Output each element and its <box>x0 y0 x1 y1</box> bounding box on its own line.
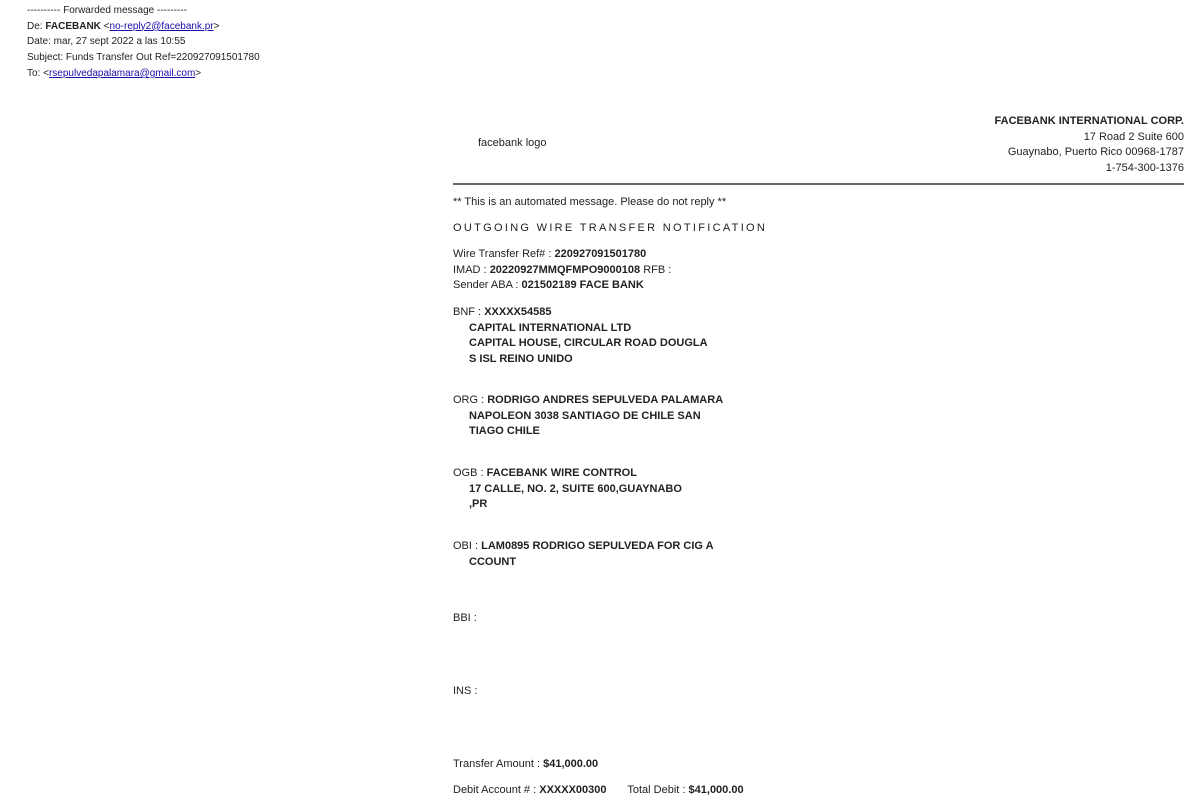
org-block <box>453 393 723 440</box>
obi-label: OBI : <box>453 540 479 552</box>
org-line-1: NAPOLEON 3038 SANTIAGO DE CHILE SAN <box>469 409 701 422</box>
from-label: De: <box>27 20 43 32</box>
imad-value: 20220927MMQFMPO9000108 <box>489 263 641 276</box>
imad-line <box>453 263 671 279</box>
ogb-value: FACEBANK WIRE CONTROL <box>486 467 637 479</box>
ogb-line-2: ,PR <box>469 498 488 511</box>
facebank-logo: facebank logo <box>478 137 547 149</box>
wire-ref-value: 220927091501780 <box>554 248 647 260</box>
transfer-amount-line <box>453 757 598 773</box>
wire-ref-label: Wire Transfer Ref# : <box>453 248 552 260</box>
company-address <box>995 114 1184 176</box>
bnf-line-1: CAPITAL INTERNATIONAL LTD <box>469 321 632 334</box>
ins-label: INS : <box>453 685 478 697</box>
notification-title: OUTGOING WIRE TRANSFER NOTIFICATION <box>453 222 768 234</box>
forwarded-title: ---------- Forwarded message --------- <box>27 5 187 16</box>
ogb-line-1: 17 CALLE, NO. 2, SUITE 600,GUAYNABO <box>469 482 682 495</box>
org-label: ORG : <box>453 394 485 406</box>
reference-block <box>453 247 671 294</box>
forwarded-header <box>27 3 260 82</box>
bnf-label: BNF : <box>453 306 482 318</box>
bnf-line-2: CAPITAL HOUSE, CIRCULAR ROAD DOUGLA <box>469 337 708 350</box>
total-debit-label: Total Debit : <box>627 784 686 796</box>
obi-line-1: CCOUNT <box>469 555 517 568</box>
obi-block <box>453 539 714 570</box>
address-line-1: 17 Road 2 Suite 600 <box>1083 130 1184 143</box>
to-label: To: <box>27 67 41 79</box>
address-line-2: Guaynabo, Puerto Rico 00968-1787 <box>1007 146 1184 159</box>
obi-value: LAM0895 RODRIGO SEPULVEDA FOR CIG A <box>481 540 714 552</box>
debit-account-label: Debit Account # : <box>453 784 537 796</box>
sender-aba-value: 021502189 FACE BANK <box>521 279 644 292</box>
org-line-2: TIAGO CHILE <box>469 425 540 438</box>
wire-ref-line <box>453 247 671 263</box>
sender-aba-line <box>453 278 671 294</box>
transfer-amount-label: Transfer Amount : <box>453 758 541 770</box>
bnf-value: XXXXX54585 <box>484 306 552 318</box>
from-email-link[interactable]: no-reply2@facebank.pr <box>109 20 214 32</box>
company-phone: 1-754-300-1376 <box>1105 161 1184 174</box>
from-line: De: FACEBANK <no-reply2@facebank.pr> <box>27 20 220 32</box>
to-line: To: <rsepulvedapalamara@gmail.com> <box>27 67 202 79</box>
debit-account-value: XXXXX00300 <box>539 784 607 796</box>
automated-notice: ** This is an automated message. Please do not reply ** <box>453 196 727 208</box>
bnf-line-3: S ISL REINO UNIDO <box>469 352 573 365</box>
from-name: FACEBANK <box>45 20 101 32</box>
date-line: Date: mar, 27 sept 2022 a las 10:55 <box>27 36 186 48</box>
to-email-link[interactable]: rsepulvedapalamara@gmail.com <box>48 67 196 79</box>
bnf-block <box>453 305 708 367</box>
debit-line <box>453 783 744 799</box>
imad-label: IMAD : <box>453 263 487 276</box>
total-debit-value: $41,000.00 <box>688 784 744 796</box>
header-divider <box>453 183 1184 185</box>
rfb-label: RFB : <box>643 263 672 276</box>
sender-aba-label: Sender ABA : <box>453 279 519 292</box>
bbi-label: BBI : <box>453 612 477 624</box>
transfer-amount-value: $41,000.00 <box>543 758 599 770</box>
ogb-block <box>453 466 682 513</box>
subject-line: Subject: Funds Transfer Out Ref=220927091501780 <box>27 52 260 64</box>
company-name: FACEBANK INTERNATIONAL CORP. <box>994 115 1184 127</box>
ogb-label: OGB : <box>453 467 484 479</box>
org-value: RODRIGO ANDRES SEPULVEDA PALAMARA <box>487 394 724 406</box>
